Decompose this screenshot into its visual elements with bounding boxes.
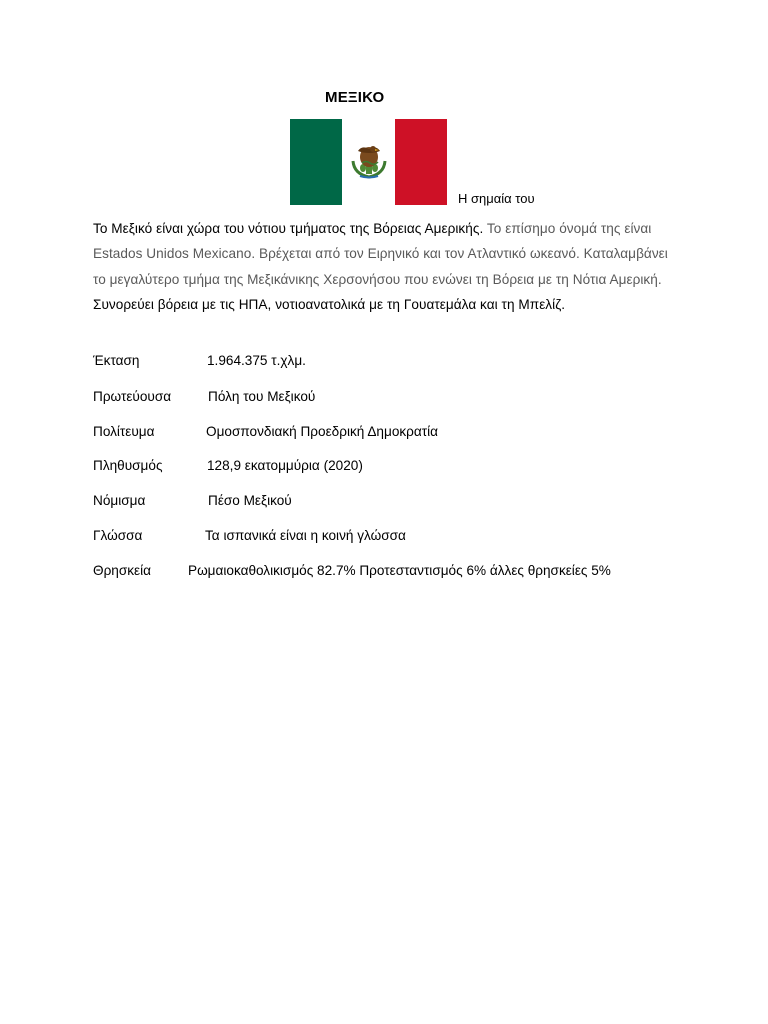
intro-sentence-2: Το επίσημο όνομά της είναι Estados Unidos Mexicano. Βρέχεται από τον Ειρηνικό και τον Ατλαντικό ωκεανό. Καταλαμβάνει το μεγαλύτερο τμήμα της Μεξικάνικης Χερσονήσου που ενώνει τη Βόρεια με τη Νότια Αμερική.: [93, 221, 668, 287]
fact-value: 1.964.375 τ.χλμ.: [207, 353, 306, 368]
fact-value: Τα ισπανικά είναι η κοινή γλώσσα: [205, 528, 406, 543]
flag-caption: Η σημαία του: [458, 191, 535, 206]
fact-value: 128,9 εκατομμύρια (2020): [207, 458, 363, 473]
fact-value: Πόλη του Μεξικού: [208, 389, 316, 404]
fact-label: Πληθυσμός: [93, 458, 163, 473]
fact-value: Πέσο Μεξικού: [208, 493, 292, 508]
flag-white-stripe: [342, 119, 395, 205]
fact-label: Θρησκεία: [93, 563, 151, 578]
fact-label: Πολίτευμα: [93, 424, 155, 439]
fact-value: Ομοσπονδιακή Προεδρική Δημοκρατία: [206, 424, 439, 439]
fact-label: Νόμισμα: [93, 493, 146, 508]
fact-value: Ρωμαιοκαθολικισμός 82.7% Προτεσταντισμός 6% άλλες θρησκείες 5%: [188, 563, 611, 578]
coat-of-arms-icon: [348, 141, 390, 181]
flag-green-stripe: [290, 119, 342, 205]
fact-label: Έκταση: [93, 353, 140, 368]
fact-label: Γλώσσα: [93, 528, 143, 543]
fact-label: Πρωτεύουσα: [93, 389, 172, 404]
intro-sentence-3: Συνορεύει βόρεια με τις ΗΠΑ, νοτιοανατολικά με τη Γουατεμάλα και τη Μπελίζ.: [93, 296, 566, 312]
intro-sentence-1: Το Μεξικό είναι χώρα του νότιου τμήματος της Βόρειας Αμερικής.: [93, 221, 484, 236]
intro-paragraph: [93, 216, 683, 317]
mexico-flag-image: [290, 119, 447, 205]
document-title: ΜΕΞΙΚΟ: [325, 89, 385, 106]
flag-red-stripe: [395, 119, 447, 205]
